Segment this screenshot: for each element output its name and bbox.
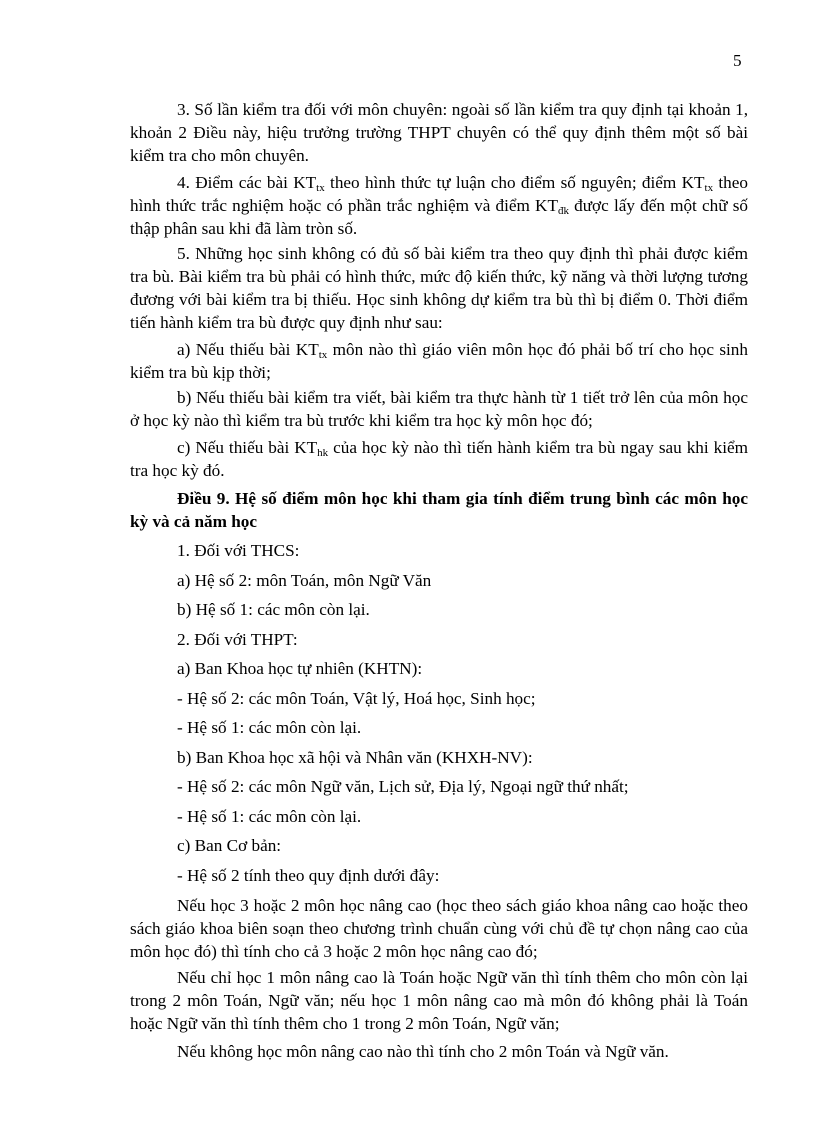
khtn-heading: a) Ban Khoa học tự nhiên (KHTN):	[177, 659, 423, 678]
basic-heading: c) Ban Cơ bản:	[177, 836, 282, 855]
subscript-tx: tx	[704, 182, 714, 194]
rule-1-block	[130, 894, 748, 963]
thcs-coefficient-2: a) Hệ số 2: môn Toán, môn Ngữ Văn	[177, 571, 432, 590]
thpt-heading: 2. Đối với THPT:	[177, 630, 298, 649]
khxh-coefficient-1: - Hệ số 1: các môn còn lại.	[177, 807, 362, 826]
subscript-tx: tx	[318, 349, 328, 361]
rule-2-text: Nếu chỉ học 1 môn nâng cao là Toán hoặc Ngữ văn thì tính thêm cho môn còn lại trong 2 môn Toán, Ngữ văn; nếu học 1 môn nâng cao mà môn đó không phải là Toán hoặc Ngữ văn thì tính thêm cho 1 trong 2 môn Toán, Ngữ văn;	[130, 968, 748, 1033]
khxh-coefficient-2: - Hệ số 2: các môn Ngữ văn, Lịch sử, Địa lý, Ngoại ngữ thứ nhất;	[177, 777, 629, 796]
paragraph-item-3	[130, 98, 748, 167]
basic-coefficient-2: - Hệ số 2 tính theo quy định dưới đây:	[177, 866, 440, 885]
subscript-tx: tx	[316, 182, 325, 194]
khtn-coefficient-2: - Hệ số 2: các môn Toán, Vật lý, Hoá học, Sinh học;	[177, 689, 536, 708]
paragraph-item-5	[130, 242, 748, 334]
article-9-heading: Điều 9. Hệ số điểm môn học khi tham gia tính điểm trung bình các môn học kỳ và cả năm học	[130, 489, 748, 531]
page-number: 5	[733, 51, 742, 70]
item-5a-text: a) Nếu thiếu bài $KT_{tx}$ môn nào thì giáo viên môn học đó phải bố trí cho học sinh kiểm tra bù kịp thời;	[130, 340, 748, 382]
item-3-text: 3. Số lần kiểm tra đối với môn chuyên: ngoài số lần kiểm tra quy định tại khoản 1, khoản 2 Điều này, hiệu trưởng trường THPT chuyên có thể quy định thêm một số bài kiểm tra cho môn chuyên.	[130, 100, 748, 165]
paragraph-item-5b	[130, 386, 748, 432]
item-5-text: 5. Những học sinh không có đủ số bài kiểm tra theo quy định thì phải được kiểm tra bù. Bài kiểm tra bù phải có hình thức, mức độ kiến thức, kỹ năng và thời lượng tương đương với bài kiểm tra bị thiếu. Học sinh không dự kiểm tra bù thì bị điểm 0. Thời điểm tiến hành kiểm tra bù được quy định như sau:	[130, 244, 748, 332]
khxh-heading: b) Ban Khoa học xã hội và Nhân văn (KHXH-NV):	[177, 748, 533, 767]
item-4-text: 4. Điểm các bài $KT_{tx}$ theo hình thức tự luận cho điểm số nguyên; điểm $KT_{tx}$ theo hình thức trắc nghiệm hoặc có phần trắc nghiệm và điểm $KT_{đk}$ được lấy đến một chữ số thập phân sau khi đã làm tròn số.	[130, 173, 748, 238]
rule-1-text: Nếu học 3 hoặc 2 môn học nâng cao (học theo sách giáo khoa nâng cao hoặc theo sách giáo khoa biên soạn theo chương trình chuẩn cùng với chủ đề tự chọn nâng cao của môn học đó) thì tính cho cả 3 hoặc 2 môn học nâng cao đó;	[130, 896, 748, 961]
thcs-coefficient-1: b) Hệ số 1: các môn còn lại.	[177, 600, 370, 619]
khtn-coefficient-1: - Hệ số 1: các môn còn lại.	[177, 718, 362, 737]
paragraph-item-5a	[130, 338, 748, 384]
rule-3-text: Nếu không học môn nâng cao nào thì tính cho 2 môn Toán và Ngữ văn.	[177, 1042, 669, 1061]
thcs-heading: 1. Đối với THCS:	[177, 541, 300, 560]
item-5b-text: b) Nếu thiếu bài kiểm tra viết, bài kiểm tra thực hành từ 1 tiết trở lên của môn học ở học kỳ nào thì kiểm tra bù trước khi kiểm tra học kỳ môn học đó;	[130, 388, 748, 430]
rule-3-block	[130, 1040, 748, 1063]
article-9-heading-block	[130, 487, 748, 533]
rule-2-block	[130, 966, 748, 1035]
item-5c-text: c) Nếu thiếu bài $KT_{hk}$ của học kỳ nào thì tiến hành kiểm tra bù ngay sau khi kiểm tra học kỳ đó.	[130, 438, 748, 480]
subscript-hk: hk	[317, 447, 329, 459]
subscript-dk: đk	[557, 205, 569, 217]
paragraph-item-4	[130, 171, 748, 240]
paragraph-item-5c	[130, 436, 748, 482]
